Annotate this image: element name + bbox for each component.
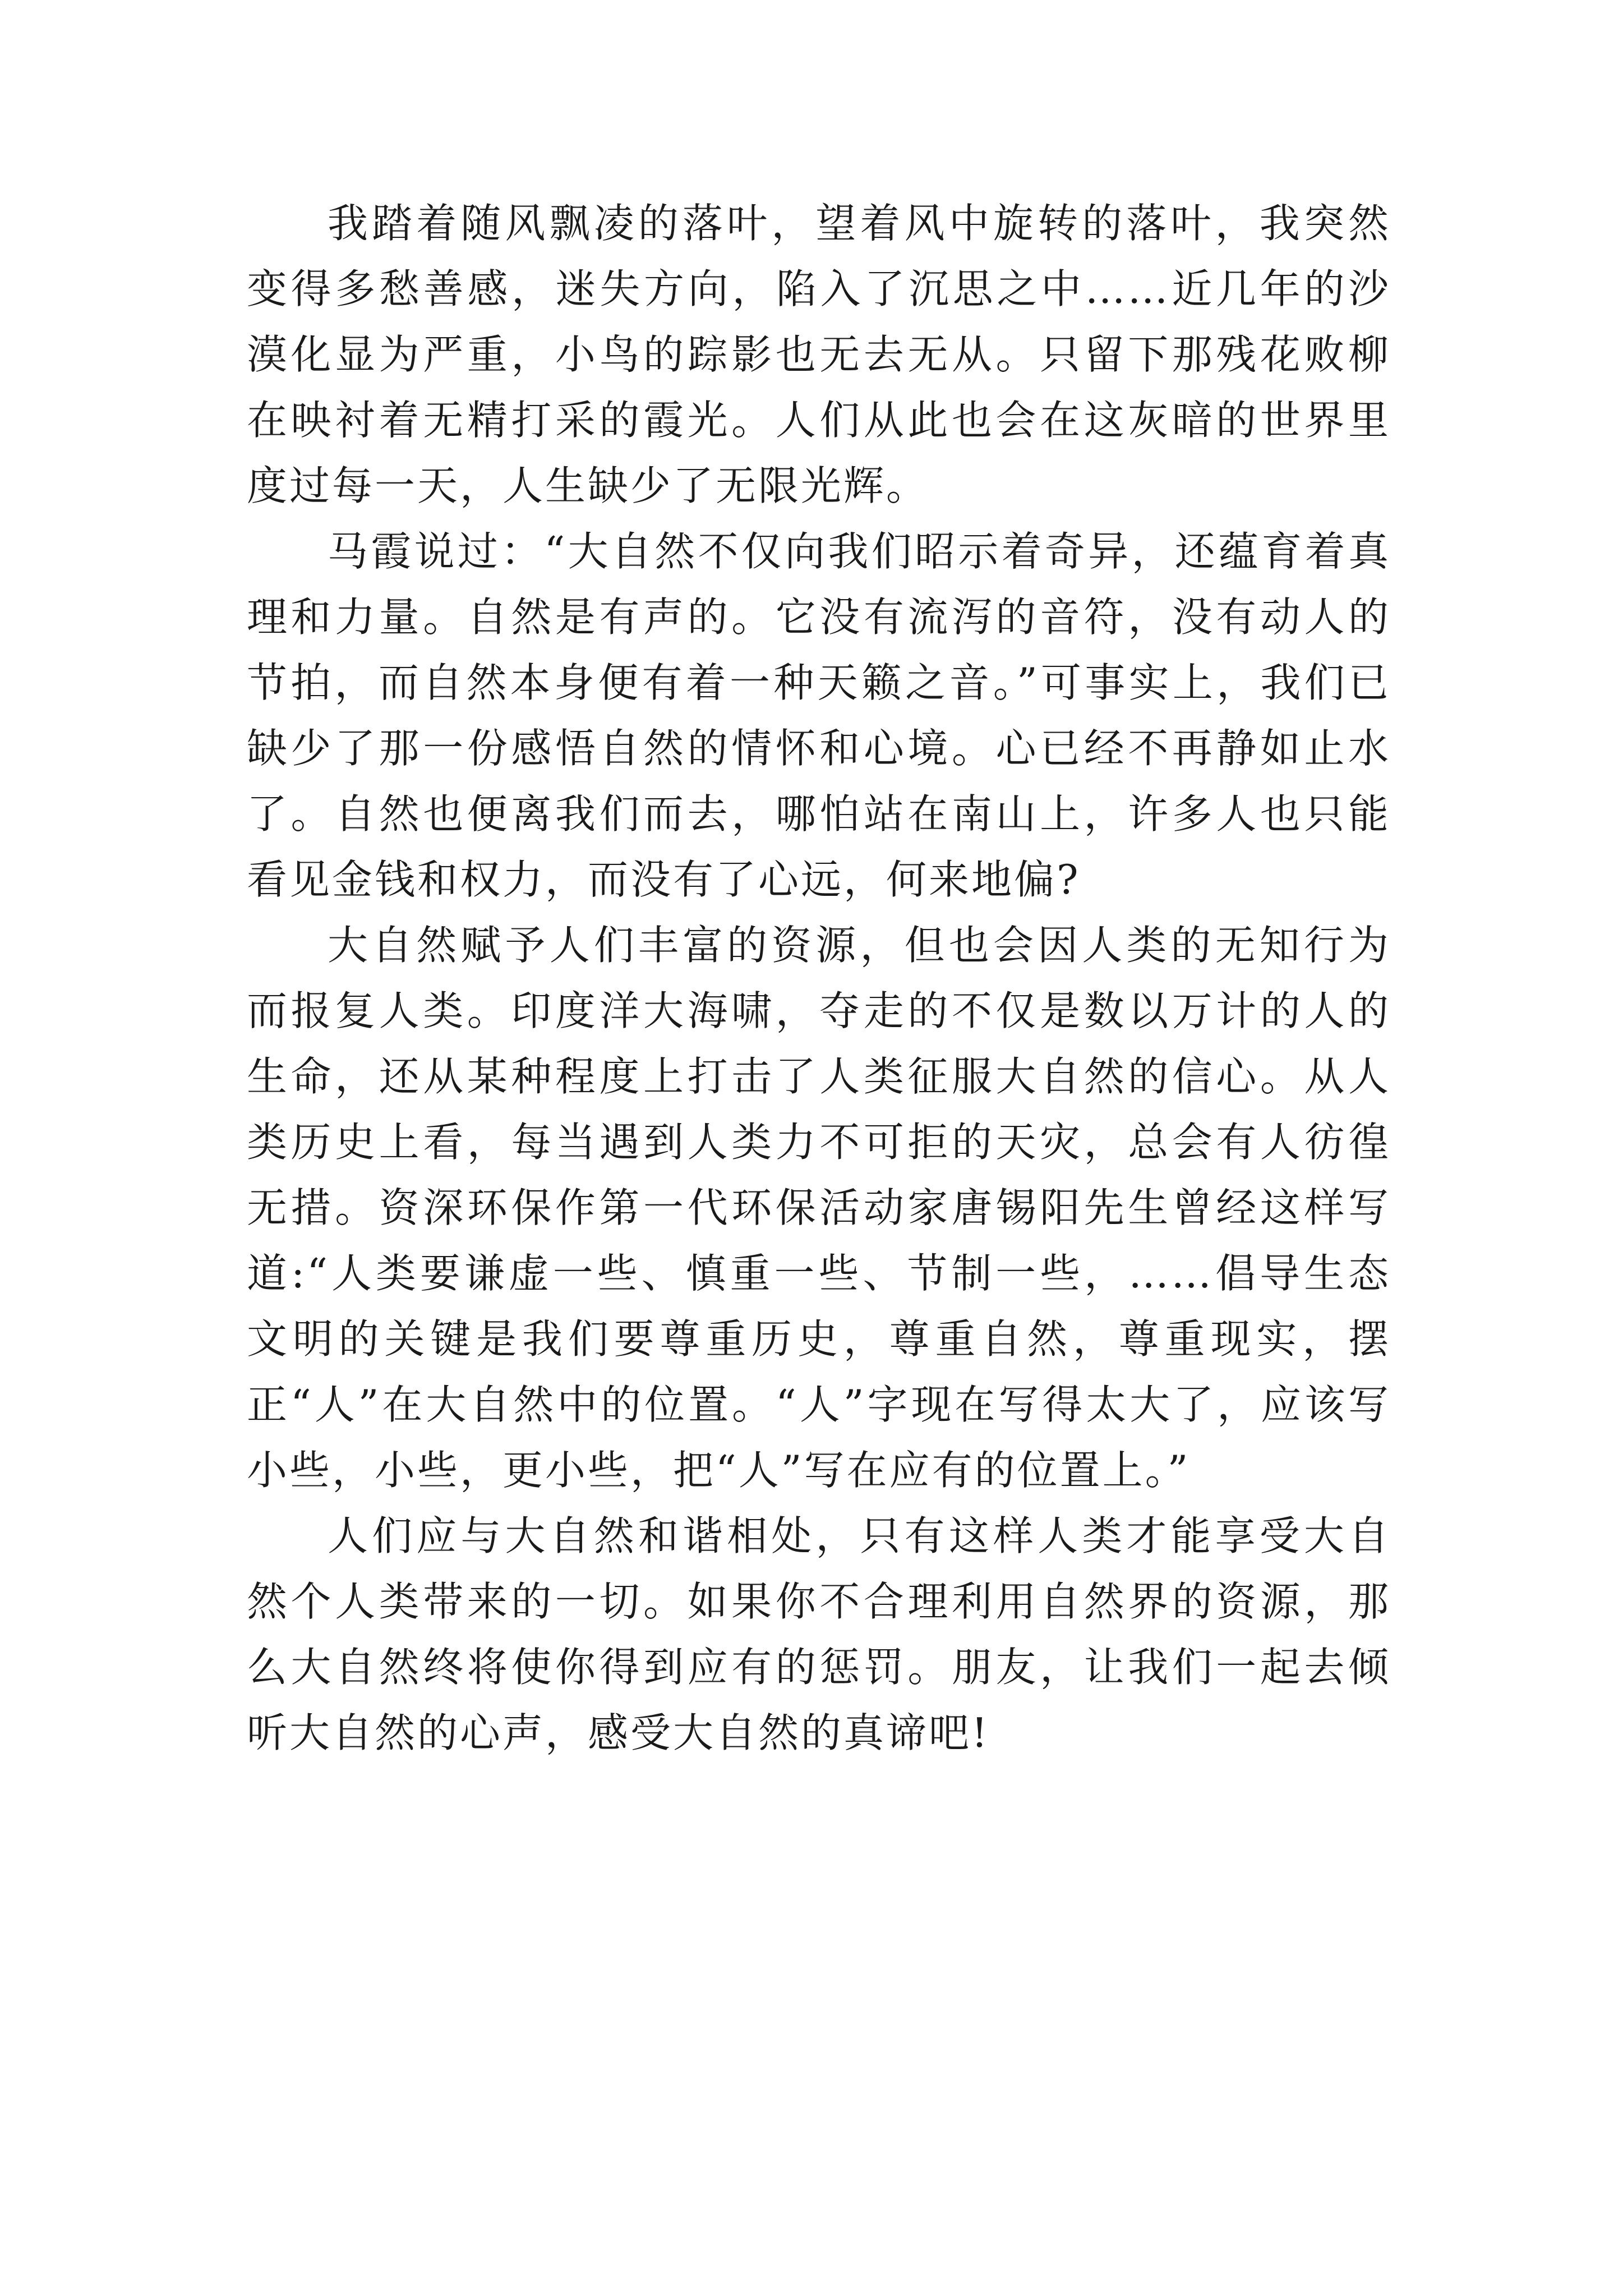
paragraph-4: 人们应与大自然和谐相处，只有这样人类才能享受大自然个人类带来的一切。如果你不合理利用自然界的资源，那么大自然终将使你得到应有的惩罚。朋友，让我们一起去倾听大自然的心声，感受大自然的真谛吧! xyxy=(247,1512,1391,1756)
paragraph-2: 马霞说过：“大自然不仅向我们昭示着奇异，还蕴育着真理和力量。自然是有声的。它没有流泻的音符，没有动人的节拍，而自然本身便有着一种天籁之音。”可事实上，我们已缺少了那一份感悟自然的情怀和心境。心已经不再静如止水了。自然也便离我们而去，哪怕站在南山上，许多人也只能看见金钱和权力，而没有了心远，何来地偏? xyxy=(247,528,1391,903)
document-body xyxy=(247,191,1391,1766)
paragraph-3: 大自然赋予人们丰富的资源，但也会因人类的无知行为而报复人类。印度洋大海啸，夺走的不仅是数以万计的人的生命，还从某种程度上打击了人类征服大自然的信心。从人类历史上看，每当遇到人类力不可拒的天灾，总会有人彷徨无措。资深环保作第一代环保活动家唐锡阳先生曾经这样写道:“人类要谦虚一些、慎重一些、节制一些，……倡导生态文明的关键是我们要尊重历史，尊重自然，尊重现实，摆正“人”在大自然中的位置。“人”字现在写得太大了，应该写小些，小些，更小些，把“人”写在应有的位置上。” xyxy=(247,922,1391,1494)
paragraph-1: 我踏着随风飘凌的落叶，望着风中旋转的落叶，我突然变得多愁善感，迷失方向，陷入了沉思之中……近几年的沙漠化显为严重，小鸟的踪影也无去无从。只留下那残花败柳在映衬着无精打采的霞光。人们从此也会在这灰暗的世界里度过每一天，人生缺少了无限光辉。 xyxy=(247,200,1391,509)
